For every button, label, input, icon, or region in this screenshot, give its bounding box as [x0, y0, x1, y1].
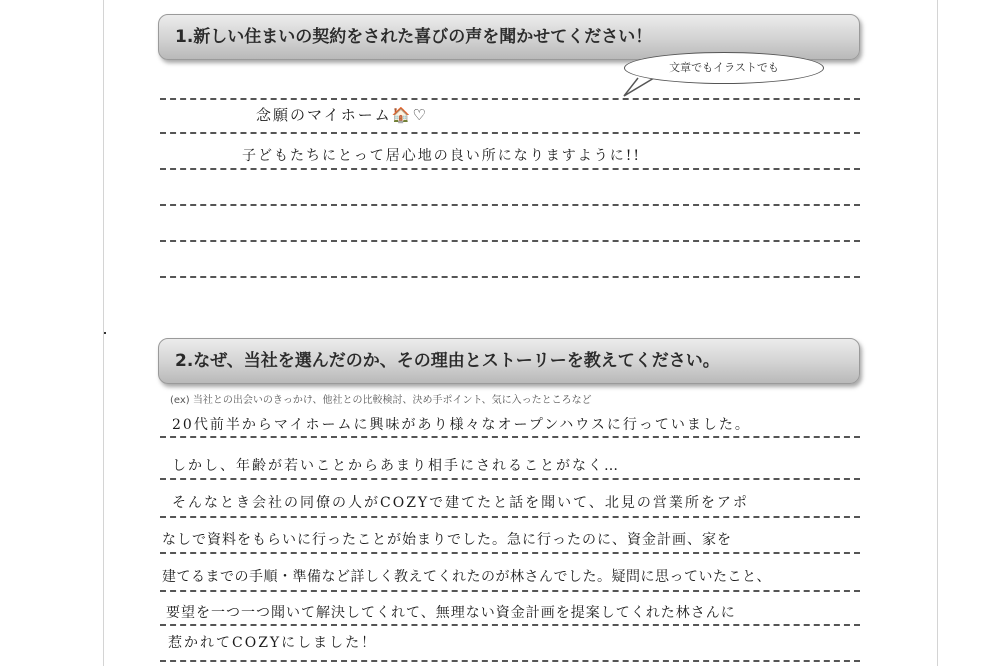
- answer-rule-line: [160, 516, 860, 518]
- handwritten-answer-line: 20代前半からマイホームに興味があり様々なオープンハウスに行っていました。: [172, 417, 751, 433]
- answer-rule-line: [160, 168, 860, 170]
- answer-rule-line: [160, 132, 860, 134]
- handwritten-answer-line: 要望を一つ一つ聞いて解決してくれて、無理ない資金計画を提案してくれた林さんに: [166, 605, 736, 621]
- answer-rule-line: [160, 660, 860, 662]
- example-hint: (ex) 当社との出会いのきっかけ、他社との比較検討、決め手ポイント、気に入ったところなど: [170, 395, 592, 406]
- answer-rule-line: [160, 98, 860, 100]
- scan-speck: [104, 332, 106, 334]
- answer-rule-line: [160, 276, 860, 278]
- answer-rule-line: [160, 240, 860, 242]
- handwritten-answer-line: 子どもたちにとって居心地の良い所になりますように!!: [242, 148, 641, 164]
- answer-rule-line: [160, 478, 860, 480]
- handwritten-answer-line: 惹かれてCOZYにしました！: [168, 635, 378, 651]
- answer-rule-line: [160, 436, 860, 438]
- section1-title: 1.新しい住まいの契約をされた喜びの声を聞かせてください！: [175, 27, 653, 47]
- section2-title: 2.なぜ、当社を選んだのか、その理由とストーリーを教えてください。: [175, 351, 720, 371]
- handwritten-answer-line: 念願のマイホーム🏠♡: [256, 106, 428, 124]
- handwritten-answer-line: しかし、年齢が若いことからあまり相手にされることがなく…: [172, 458, 620, 474]
- handwritten-answer-line: なしで資料をもらいに行ったことが始まりでした。急に行ったのに、資金計画、家を: [162, 532, 732, 548]
- handwritten-answer-line: 建てるまでの手順・準備など詳しく教えてくれたのが林さんでした。疑問に思っていたこと、: [162, 569, 771, 585]
- speech-bubble: 文章でもイラストでも: [624, 52, 824, 84]
- section2-banner: [158, 338, 860, 384]
- answer-rule-line: [160, 590, 860, 592]
- answer-rule-line: [160, 204, 860, 206]
- handwritten-answer-line: そんなとき会社の同僚の人がCOZYで建てたと話を聞いて、北見の営業所をアポ: [172, 495, 749, 511]
- answer-rule-line: [160, 624, 860, 626]
- answer-rule-line: [160, 552, 860, 554]
